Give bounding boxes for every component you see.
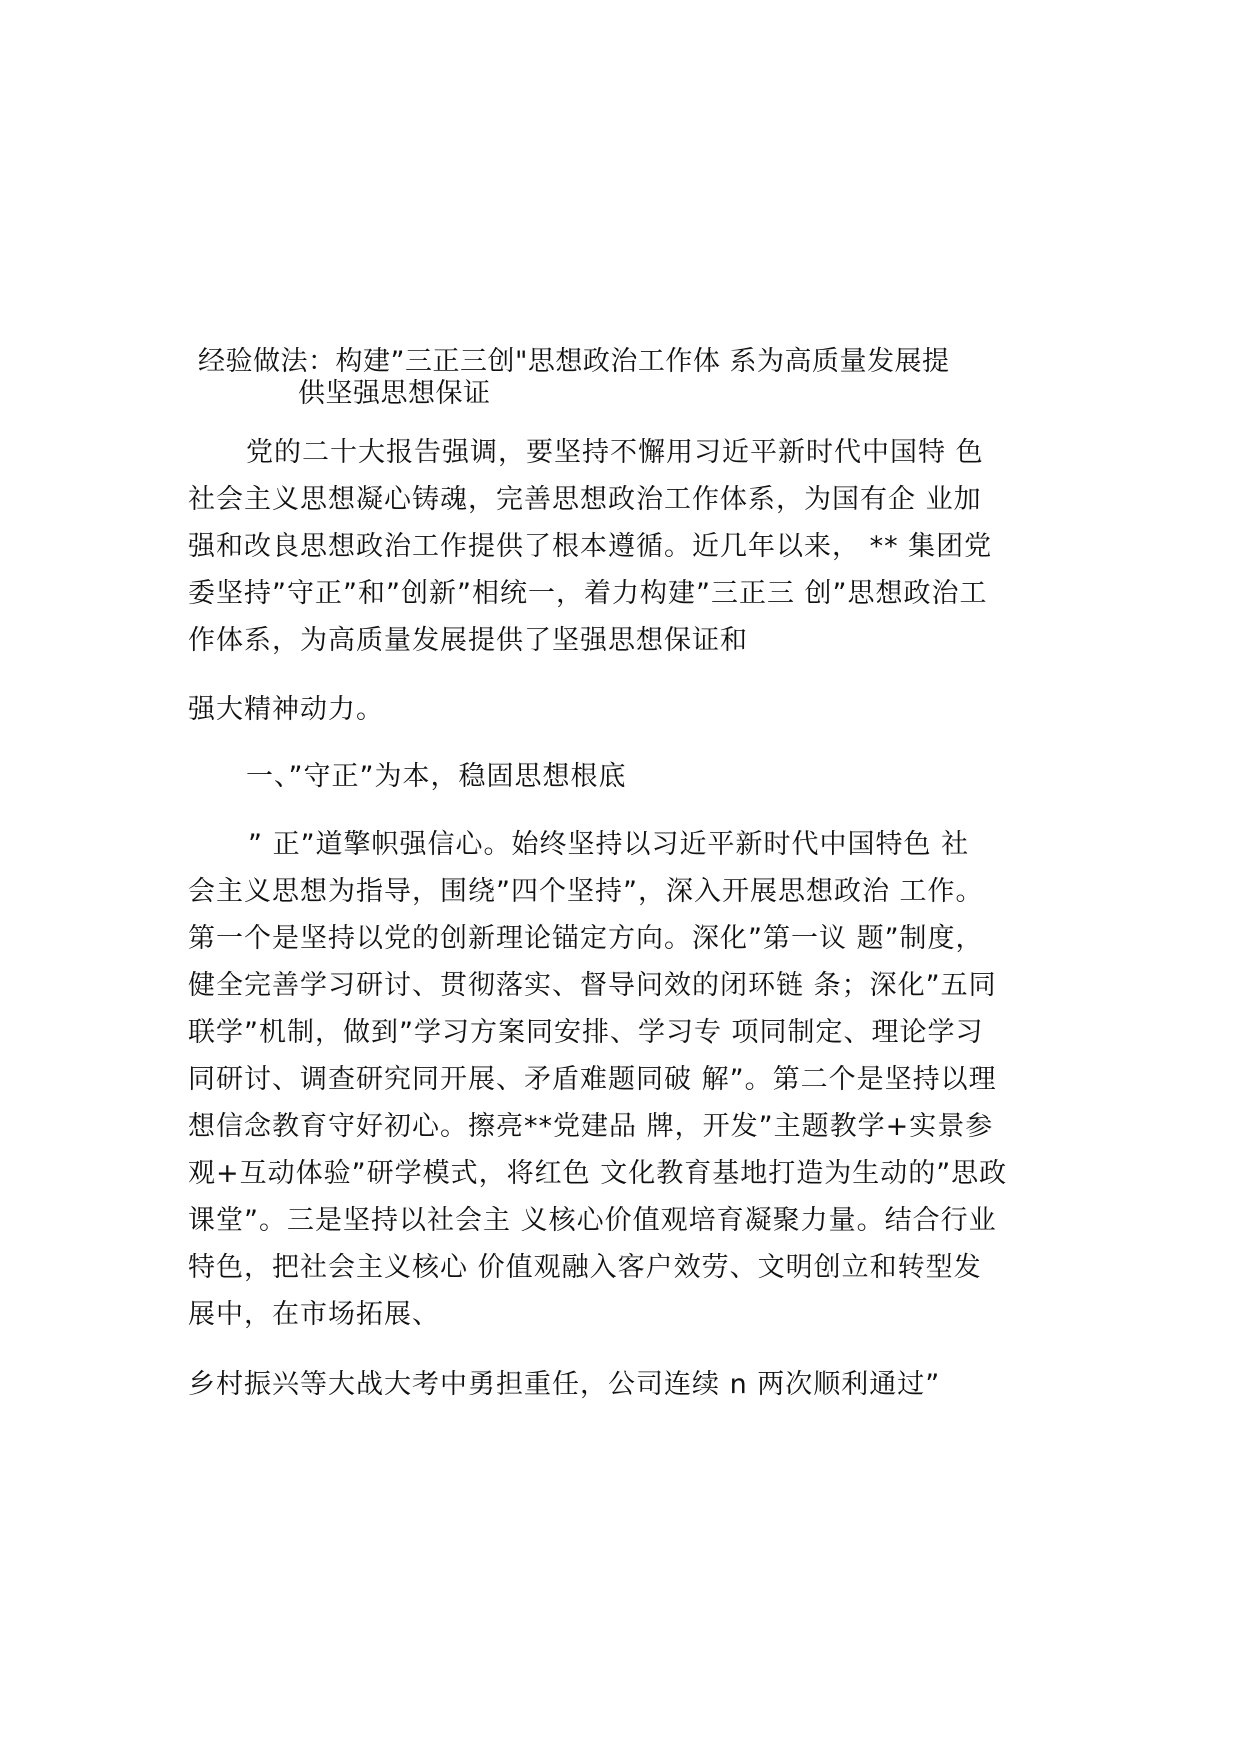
document-title-line-2: 供坚强思想保证 [298,378,491,409]
paragraph-3-line: 展中，在市场拓展、 [188,1299,440,1330]
paragraph-3-line: 同研讨、调查研究同开展、矛盾难题同破 解”。第二个是坚持以理 [188,1064,997,1095]
paragraph-3-line: 特色，把社会主义核心 价值观融入客户效劳、文明创立和转型发 [188,1252,982,1283]
paragraph-1-line: 委坚持”守正”和”创新”相统一，着力构建”三正三 创”思想政治工 [188,578,988,609]
paragraph-3-line: 想信念教育守好初心。擦亮**党建品 牌，开发”主题教学+实景参 [188,1111,994,1142]
paragraph-1-line: 社会主义思想凝心铸魂，完善思想政治工作体系，为国有企 业加 [188,484,982,515]
paragraph-3-line: ” 正”道擎帜强信心。始终坚持以习近平新时代中国特色 社 [248,829,970,860]
paragraph-3-line: 观+互动体验”研学模式，将红色 文化教育基地打造为生动的”思政 [188,1158,1008,1189]
paragraph-1-line: 党的二十大报告强调，要坚持不懈用习近平新时代中国特 色 [246,437,984,468]
paragraph-2: 强大精神动力。 [188,694,384,725]
section-heading: 一、”守正”为本，稳固思想根底 [246,761,627,792]
paragraph-3-line: 会主义思想为指导，围绕”四个坚持”，深入开展思想政治 工作。 [188,876,984,907]
paragraph-3-line: 健全完善学习研讨、贯彻落实、督导问效的闭环链 条；深化”五同 [188,970,997,1001]
paragraph-3-line: 课堂”。三是坚持以社会主 义核心价值观培育凝聚力量。结合行业 [188,1205,997,1236]
paragraph-3-line: 第一个是坚持以党的创新理论锚定方向。深化”第一议 题”制度， [188,923,984,954]
paragraph-4: 乡村振兴等大战大考中勇担重任，公司连续 n 两次顺利通过” [188,1369,941,1400]
paragraph-1-line: 作体系，为高质量发展提供了坚强思想保证和 [188,625,748,656]
paragraph-1-line: 强和改良思想政治工作提供了根本遵循。近几年以来， ** 集团党 [188,531,993,562]
document-title-line-1: 经验做法：构建”三正三创"思想政治工作体 系为高质量发展提 [198,346,950,377]
paragraph-3-line: 联学”机制，做到”学习方案同安排、学习专 项同制定、理论学习 [188,1017,984,1048]
